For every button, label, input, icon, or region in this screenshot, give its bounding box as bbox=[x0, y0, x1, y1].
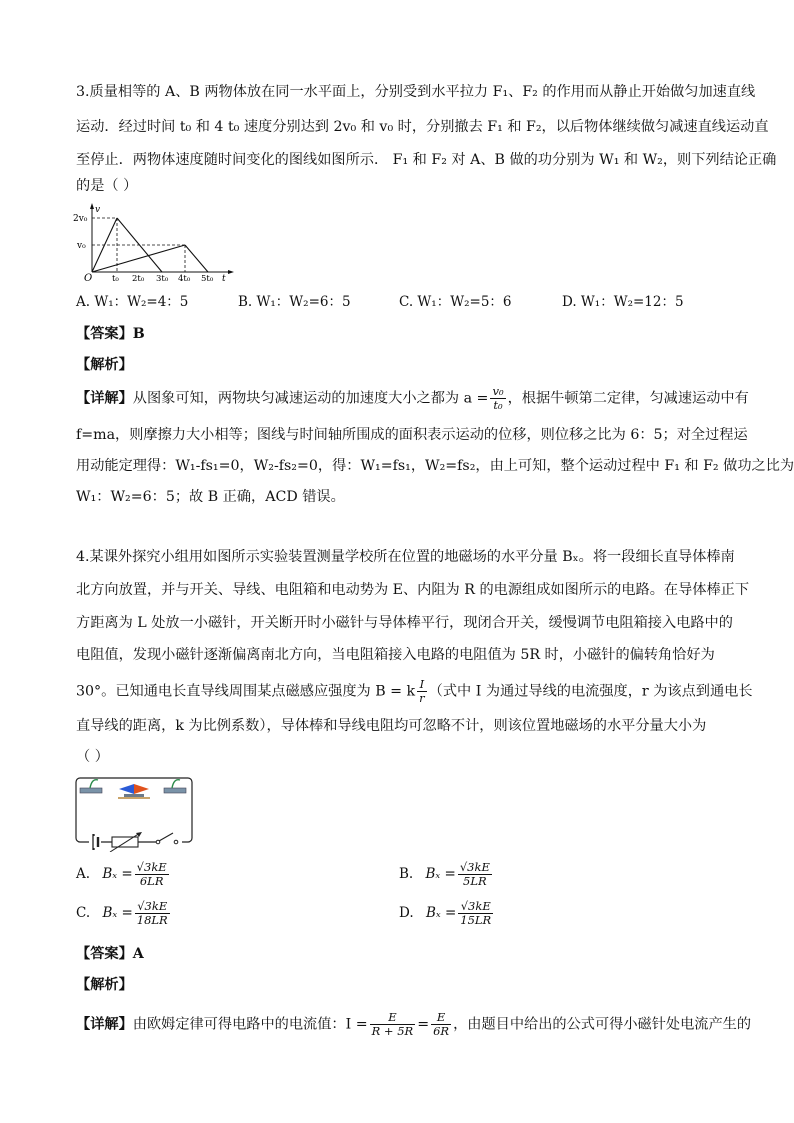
q4-option-d-denominator: 15LR bbox=[460, 913, 492, 927]
graph-x-tick-4: 4t₀ bbox=[178, 274, 191, 282]
q4-option-c bbox=[76, 900, 172, 927]
circuit-diagram bbox=[72, 772, 196, 852]
q3-answer: 【答案】B bbox=[76, 326, 145, 342]
graph-y-arrow bbox=[90, 203, 94, 209]
q4-option-c-lhs: Bₓ = bbox=[102, 905, 133, 921]
q4-option-d-fraction bbox=[458, 900, 493, 927]
q4-option-d-numerator: √3kE bbox=[458, 900, 493, 914]
q4-detail-line-1 bbox=[76, 1011, 751, 1038]
q3-detail-text-b: ，根据牛顿第二定律，匀减速运动中有 bbox=[507, 390, 749, 407]
q4-option-c-denominator: 18LR bbox=[136, 913, 168, 927]
q4-stem-line-2: 北方向放置，并与开关、导线、电阻箱和电动势为 E、内阻为 R 的电源组成如图所示的电路。在导体棒正下 bbox=[76, 582, 750, 598]
q4-stem-line-1: 4.某课外探究小组用如图所示实验装置测量学校所在位置的地磁场的水平分量 Bₓ。将一段细长直导体棒南 bbox=[76, 549, 735, 565]
q4-option-c-fraction bbox=[135, 900, 170, 927]
q3-detail-line-3: 用动能定理得：W₁-fs₁=0，W₂-fs₂=0，得：W₁=fs₁，W₂=fs₂，由上可知，整个运动过程中 F₁ 和 F₂ 做功之比为 bbox=[76, 458, 794, 474]
right-terminal bbox=[164, 788, 186, 793]
graph-y-tick-2v0: 2v₀ bbox=[73, 214, 88, 224]
q3-option-d: D. W₁：W₂=12：5 bbox=[562, 294, 684, 310]
q4-stem-line-6: 直导线的距离，k 为比例系数），导体棒和导线电阻均可忽略不计，则该位置地磁场的水平分量大小为 bbox=[76, 718, 707, 734]
q4-option-a-lhs: Bₓ = bbox=[102, 866, 133, 882]
q3-stem-line-4: 的是（ ） bbox=[76, 178, 138, 194]
q3-accel-denominator: t₀ bbox=[493, 398, 503, 412]
q4-field-denominator: r bbox=[419, 691, 425, 705]
graph-origin: O bbox=[84, 273, 93, 282]
q4-option-b-lhs: Bₓ = bbox=[425, 866, 456, 882]
graph-y-tick-v0: v₀ bbox=[77, 241, 86, 251]
q3-detail-line-2: f=ma，则摩擦力大小相等；图线与时间轴所围成的面积表示运动的位移，则位移之比为 6：5；对全过程运 bbox=[76, 427, 748, 443]
q4-equals: = bbox=[417, 1016, 430, 1033]
q4-analysis-heading: 【解析】 bbox=[76, 977, 133, 993]
q3-analysis-heading: 【解析】 bbox=[76, 357, 133, 373]
q4-stem-text-a: 30°。已知通电长直导线周围某点磁感应强度为 B = k bbox=[76, 683, 416, 700]
q4-option-b-fraction bbox=[458, 861, 492, 888]
graph-x-tick-5: 5t₀ bbox=[201, 274, 214, 282]
q4-option-a-denominator: 6LR bbox=[139, 874, 164, 888]
q4-current-fraction-1 bbox=[370, 1011, 416, 1038]
q3-option-b: B. W₁：W₂=6：5 bbox=[238, 294, 351, 310]
q3-option-c: C. W₁：W₂=5：6 bbox=[399, 294, 512, 310]
q4-current-num-2: E bbox=[431, 1011, 451, 1025]
q4-option-a-fraction bbox=[135, 861, 169, 888]
q4-current-fraction-2 bbox=[431, 1011, 451, 1038]
graph-line-b-decel bbox=[185, 245, 208, 272]
q3-stem-line-3: 至停止．两物体速度随时间变化的图线如图所示． F₁ 和 F₂ 对 A、B 做的功分别为 W₁ 和 W₂，则下列结论正确 bbox=[76, 152, 777, 168]
q4-current-den-2: 6R bbox=[433, 1024, 450, 1038]
q4-detail-text-b: ，由题目中给出的公式可得小磁针处电流产生的 bbox=[453, 1016, 752, 1033]
q4-option-c-numerator: √3kE bbox=[135, 900, 170, 914]
q4-detail-text-a: 由欧姆定律可得电路中的电流值：I = bbox=[132, 1016, 368, 1033]
q3-detail-line-4: W₁：W₂=6：5；故 B 正确，ACD 错误。 bbox=[76, 489, 345, 505]
q3-option-a: A. W₁：W₂=4：5 bbox=[76, 294, 189, 310]
q4-option-d-letter: D. bbox=[399, 905, 414, 921]
vt-graph bbox=[72, 200, 237, 282]
q3-detail-text-a: 从图象可知，两物块匀减速运动的加速度大小之都为 a = bbox=[132, 390, 489, 407]
left-terminal bbox=[80, 788, 102, 793]
q3-accel-fraction bbox=[490, 385, 505, 412]
q3-stem-line-2: 运动．经过时间 t₀ 和 4 t₀ 速度分别达到 2v₀ 和 v₀ 时，分别撤去 F₁ 和 F₂，以后物体继续做匀减速直线运动直 bbox=[76, 119, 769, 135]
graph-x-tick-3: 3t₀ bbox=[156, 274, 169, 282]
q4-stem-line-5 bbox=[76, 678, 753, 705]
graph-x-arrow bbox=[228, 270, 234, 274]
compass-needle-icon bbox=[119, 784, 134, 794]
q3-accel-numerator: v₀ bbox=[492, 384, 504, 398]
q4-stem-line-4: 电阻值，发现小磁针逐渐偏离南北方向，当电阻箱接入电路的电阻值为 5R 时，小磁针的偏转角恰好为 bbox=[76, 647, 715, 663]
graph-x-label: t bbox=[222, 274, 226, 282]
q4-stem-line-7: （ ） bbox=[76, 749, 109, 765]
q3-stem-line-1: 3.质量相等的 A、B 两物体放在同一水平面上，分别受到水平拉力 F₁、F₂ 的作用而从静止开始做匀加速直线 bbox=[76, 84, 756, 100]
q4-answer: 【答案】A bbox=[76, 946, 144, 962]
graph-x-tick-2: 2t₀ bbox=[132, 274, 145, 282]
q4-option-a-letter: A. bbox=[76, 866, 91, 882]
q4-option-b-letter: B. bbox=[399, 866, 414, 882]
graph-y-label: v bbox=[95, 205, 101, 215]
q4-option-a bbox=[76, 861, 171, 888]
graph-line-b bbox=[92, 245, 185, 272]
q4-field-numerator: I bbox=[417, 678, 427, 692]
q4-option-c-letter: C. bbox=[76, 905, 91, 921]
q4-option-a-numerator: √3kE bbox=[136, 860, 167, 874]
q4-option-b bbox=[399, 861, 494, 888]
q4-option-b-denominator: 5LR bbox=[463, 874, 487, 888]
q4-current-den-1: R + 5R bbox=[371, 1024, 414, 1038]
q4-field-fraction bbox=[417, 678, 427, 705]
q4-stem-text-b: （式中 I 为通过导线的电流强度，r 为该点到通电长 bbox=[428, 683, 753, 700]
q4-option-d-lhs: Bₓ = bbox=[425, 905, 457, 921]
q4-detail-heading: 【详解】 bbox=[76, 1016, 133, 1033]
q4-option-b-numerator: √3kE bbox=[459, 860, 490, 874]
graph-x-tick-1: t₀ bbox=[112, 274, 119, 282]
q3-detail-line-1 bbox=[76, 385, 749, 412]
q4-option-d bbox=[399, 900, 495, 927]
q3-detail-heading: 【详解】 bbox=[76, 390, 133, 407]
q4-stem-line-3: 方距离为 L 处放一小磁针，开关断开时小磁针与导体棒平行，现闭合开关，缓慢调节电阻箱接入电路中的 bbox=[76, 615, 733, 631]
q4-current-num-1: E bbox=[370, 1011, 416, 1025]
